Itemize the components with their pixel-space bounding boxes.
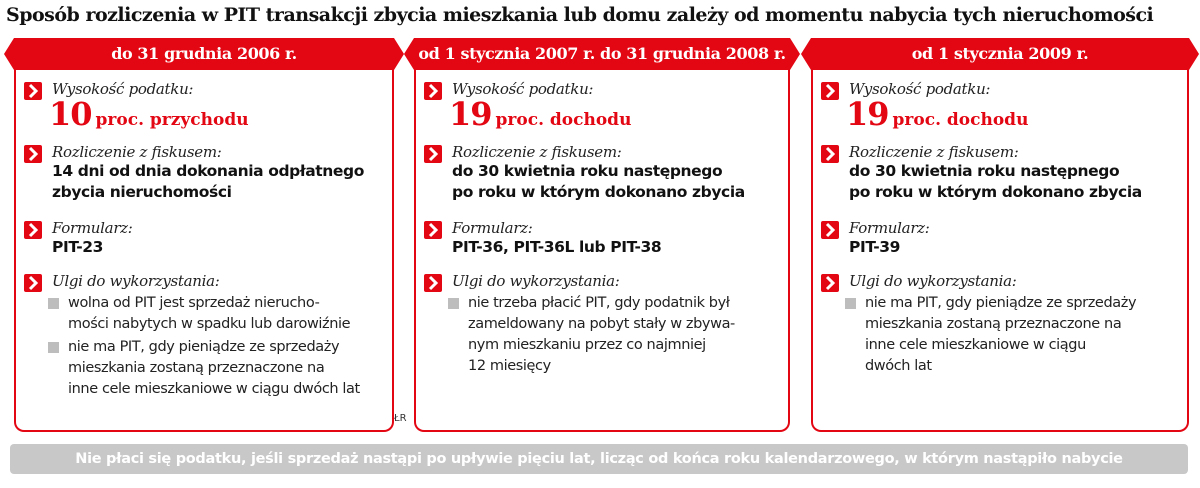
column-body (811, 70, 1189, 432)
column-2006 (14, 38, 394, 432)
form-value: PIT-36, PIT-36L lub PIT-38 (452, 238, 662, 256)
tax-number: 19 (846, 95, 889, 133)
column-2007-2008 (414, 38, 790, 432)
bullet-square-icon (845, 298, 856, 309)
relief-section (16, 258, 392, 400)
relief-item: nie ma PIT, gdy pieniądze ze sprzedaży mieszkania zostaną przeznaczone na inne cele mieszkaniowe w ciągu dwóch lat (46, 337, 392, 400)
form-section (416, 203, 788, 258)
chevron-right-icon (821, 145, 839, 163)
tax-section (813, 70, 1187, 133)
tax-number: 19 (449, 95, 492, 133)
settlement-label: Rozliczenie z fiskusem: (452, 143, 622, 161)
chevron-right-icon (24, 274, 42, 292)
settlement-section (416, 133, 788, 203)
column-body (414, 70, 790, 432)
form-label: Formularz: (849, 219, 930, 237)
settlement-section (813, 133, 1187, 203)
relief-section (813, 258, 1187, 377)
tax-unit: proc. dochodu (495, 110, 632, 130)
chevron-right-icon (424, 221, 442, 239)
tax-section (416, 70, 788, 133)
form-section (16, 203, 392, 258)
form-value: PIT-23 (52, 238, 104, 256)
settlement-label: Rozliczenie z fiskusem: (849, 143, 1019, 161)
tax-unit: proc. przychodu (95, 110, 249, 130)
chevron-right-icon (821, 221, 839, 239)
column-header: od 1 stycznia 2009 r. (811, 38, 1189, 70)
tax-label: Wysokość podatku: (452, 80, 594, 98)
relief-item: wolna od PIT jest sprzedaż nierucho- mości nabytych w spadku lub darowiźnie (46, 293, 392, 335)
chevron-right-icon (424, 145, 442, 163)
relief-section (416, 258, 788, 377)
chevron-right-icon (821, 274, 839, 292)
bullet-square-icon (48, 342, 59, 353)
column-header: do 31 grudnia 2006 r. (14, 38, 394, 70)
tax-label: Wysokość podatku: (849, 80, 991, 98)
tax-number: 10 (49, 95, 92, 133)
relief-item: nie trzeba płacić PIT, gdy podatnik był zameldowany na pobyt stały w zbywa- nym mieszkaniu przez co najmniej 12 miesięcy (446, 293, 788, 377)
bullet-square-icon (448, 298, 459, 309)
settlement-line: po roku w którym dokonano zbycia (452, 183, 745, 201)
chevron-right-icon (424, 274, 442, 292)
chevron-right-icon (24, 82, 42, 100)
settlement-line: po roku w którym dokonano zbycia (849, 183, 1142, 201)
relief-label: Ulgi do wykorzystania: (52, 272, 220, 290)
tax-label: Wysokość podatku: (52, 80, 194, 98)
column-header: od 1 stycznia 2007 r. do 31 grudnia 2008 r. (414, 38, 790, 70)
tax-rate (846, 95, 1187, 133)
chevron-right-icon (821, 82, 839, 100)
form-label: Formularz: (52, 219, 133, 237)
column-body (14, 70, 394, 432)
relief-label: Ulgi do wykorzystania: (452, 272, 620, 290)
tax-section (16, 70, 392, 133)
form-section (813, 203, 1187, 258)
form-label: Formularz: (452, 219, 533, 237)
relief-item: nie ma PIT, gdy pieniądze ze sprzedaży mieszkania zostaną przeznaczone na inne cele mieszkaniowe w ciągu dwóch lat (843, 293, 1187, 377)
tax-unit: proc. dochodu (892, 110, 1029, 130)
footer-note: Nie płaci się podatku, jeśli sprzedaż nastąpi po upływie pięciu lat, licząc od końca roku kalendarzowego, w którym nastąpiło nabycie (10, 444, 1188, 474)
chevron-right-icon (24, 221, 42, 239)
settlement-line: do 30 kwietnia roku następnego (849, 162, 1120, 180)
form-value: PIT-39 (849, 238, 901, 256)
settlement-line: 14 dni od dnia dokonania odpłatnego (52, 162, 364, 180)
settlement-section (16, 133, 392, 203)
page-title: Sposób rozliczenia w PIT transakcji zbycia mieszkania lub domu zależy od momentu nabycia tych nieruchomości (6, 4, 1154, 26)
column-2009 (811, 38, 1189, 432)
author-credit: ŁR (394, 413, 407, 424)
settlement-line: do 30 kwietnia roku następnego (452, 162, 723, 180)
chevron-right-icon (24, 145, 42, 163)
relief-label: Ulgi do wykorzystania: (849, 272, 1017, 290)
settlement-line: zbycia nieruchomości (52, 183, 232, 201)
settlement-label: Rozliczenie z fiskusem: (52, 143, 222, 161)
tax-rate (49, 95, 392, 133)
chevron-right-icon (424, 82, 442, 100)
tax-rate (449, 95, 788, 133)
bullet-square-icon (48, 298, 59, 309)
